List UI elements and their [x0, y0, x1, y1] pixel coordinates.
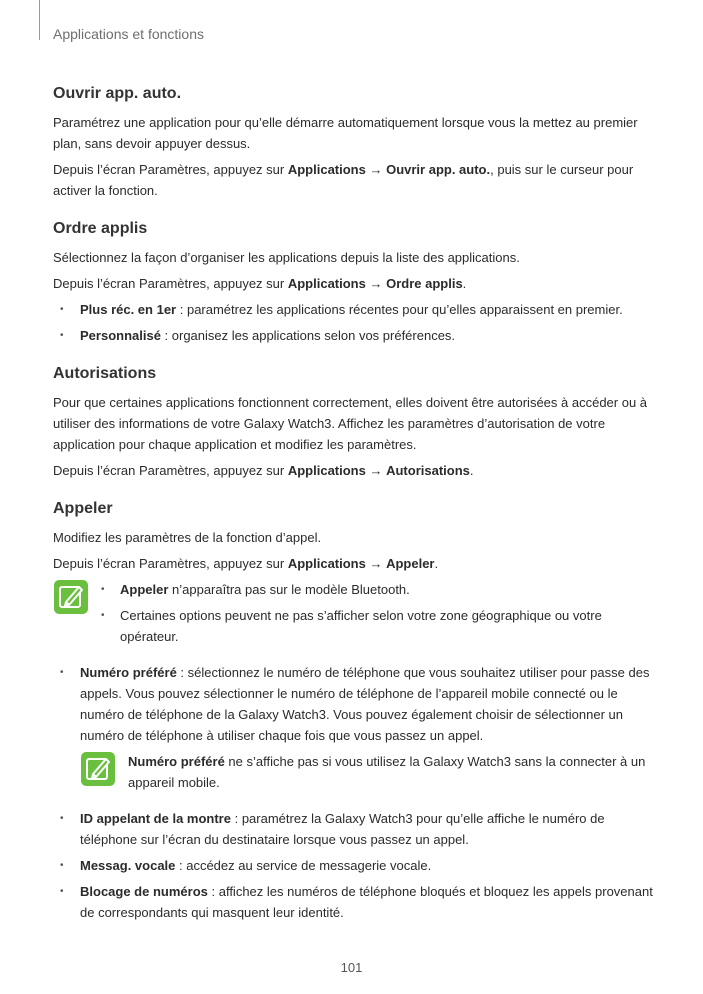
path-paragraph: Depuis l’écran Paramètres, appuyez sur Applications → Ordre applis.	[53, 276, 467, 291]
list-item: • Certaines options peuvent ne pas s’afficher selon votre zone géographique ou votre opérateur.	[101, 605, 653, 647]
note-content	[128, 751, 653, 798]
bullet-list	[53, 808, 653, 923]
path-paragraph: Depuis l’écran Paramètres, appuyez sur Applications → Ouvrir app. auto., puis sur le curseur pour activer la fonction.	[53, 162, 634, 198]
paragraph: Sélectionnez la façon d’organiser les applications depuis la liste des applications.	[53, 250, 520, 265]
section-title: Autorisations	[53, 365, 157, 382]
section-title: Appeler	[53, 500, 113, 517]
section-ordre-applis	[53, 219, 653, 346]
note-box	[53, 579, 653, 652]
section-appeler	[53, 499, 653, 923]
section-ouvrir-app-auto	[53, 84, 653, 201]
page-number: 101	[340, 960, 363, 975]
list-item: • Plus réc. en 1er : paramétrez les applications récentes pour qu’elles apparaissent en premier.	[53, 299, 653, 320]
list-item: • Blocage de numéros : affichez les numéros de téléphone bloqués et bloquez les appels provenant de correspondants qui masquent leur identité.	[53, 881, 653, 923]
note-pencil-icon	[53, 579, 89, 615]
section-title: Ouvrir app. auto.	[53, 85, 182, 102]
paragraph: Modifiez les paramètres de la fonction d’appel.	[53, 530, 322, 545]
list-item: • Appeler n’apparaîtra pas sur le modèle Bluetooth.	[101, 579, 653, 600]
section-autorisations	[53, 364, 653, 481]
paragraph: Paramétrez une application pour qu’elle démarre automatiquement lorsque vous la mettez au premier plan, sans devoir appuyer dessus.	[53, 115, 638, 151]
note-box	[80, 751, 653, 798]
list-item: • Personnalisé : organisez les applications selon vos préférences.	[53, 325, 653, 346]
bullet-list	[53, 299, 653, 346]
list-item: • Messag. vocale : accédez au service de messagerie vocale.	[53, 855, 653, 876]
header-divider	[39, 0, 40, 40]
note-text: Numéro préféré ne s’affiche pas si vous utilisez la Galaxy Watch3 sans la connecter à un appareil mobile.	[128, 754, 646, 790]
note-pencil-icon	[80, 751, 116, 787]
section-title: Ordre applis	[53, 220, 148, 237]
bullet-list	[53, 662, 653, 746]
path-paragraph: Depuis l’écran Paramètres, appuyez sur Applications → Appeler.	[53, 556, 439, 571]
list-item: • ID appelant de la montre : paramétrez la Galaxy Watch3 pour qu’elle affiche le numéro de téléphone sur l’écran du destinataire lorsque vous passez un appel.	[53, 808, 653, 850]
page-header: Applications et fonctions	[53, 26, 204, 42]
note-content	[101, 579, 653, 652]
list-item-numero-prefere: • Numéro préféré : sélectionnez le numéro de téléphone que vous souhaitez utiliser pour passe des appels. Vous pouvez sélectionner le numéro de téléphone de l’appareil mobile connecté ou le numéro de téléphone de la Galaxy Watch3. Vous pouvez également choisir de sélectionner un numéro de téléphone à utiliser chaque fois que vous passez un appel.	[53, 662, 653, 746]
paragraph: Pour que certaines applications fonctionnent correctement, elles doivent être autorisées à accéder ou à utiliser des informations de votre Galaxy Watch3. Affichez les paramètres d’autorisation de votre application pour chaque application et modifiez les paramètres.	[53, 395, 648, 452]
page-content	[53, 84, 653, 928]
path-paragraph: Depuis l’écran Paramètres, appuyez sur Applications → Autorisations.	[53, 463, 474, 478]
note-list	[101, 579, 653, 647]
